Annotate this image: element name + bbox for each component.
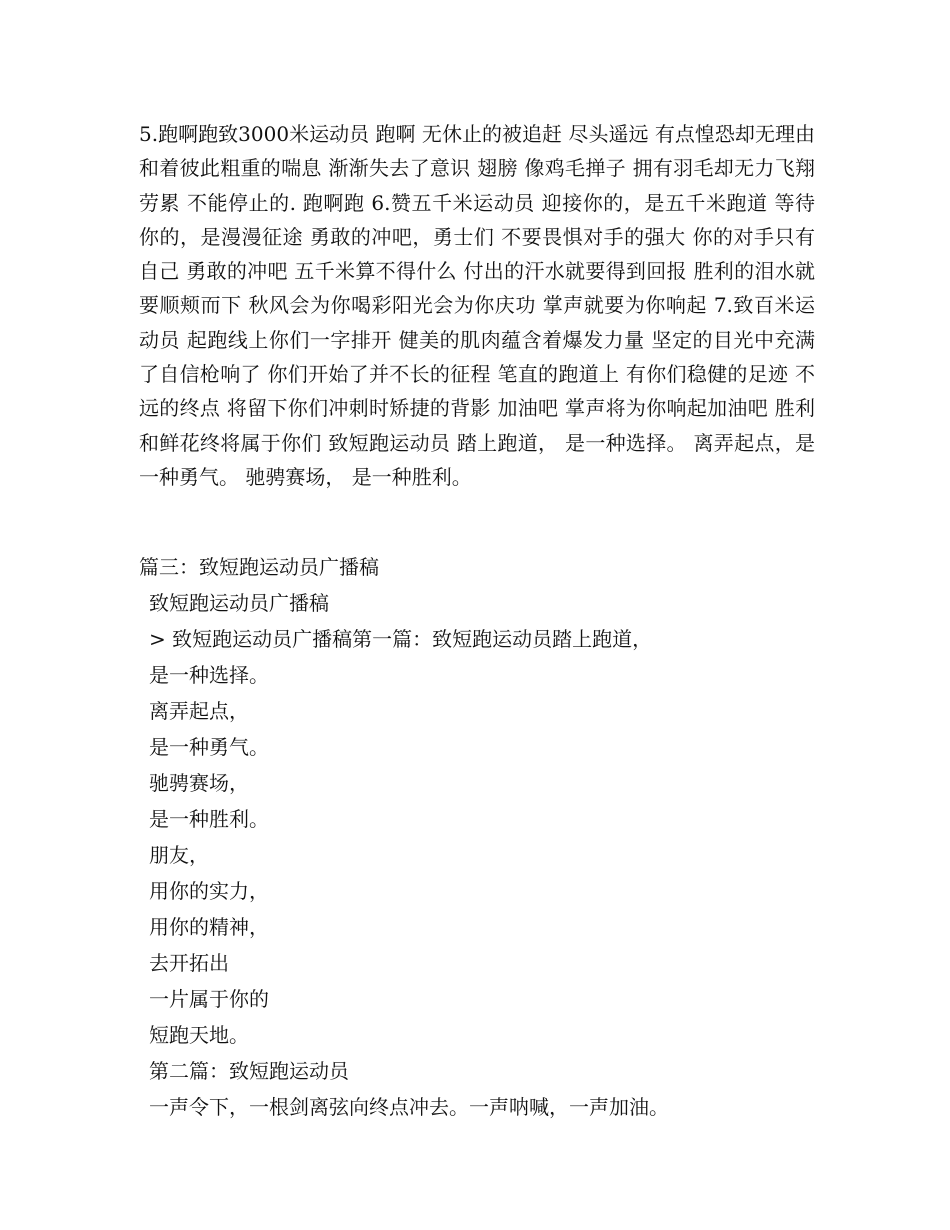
text-line: > 致短跑运动员广播稿第一篇：致短跑运动员踏上跑道，: [149, 627, 653, 651]
text-line: 去开拓出: [149, 951, 229, 975]
text-line: 一片属于你的: [149, 987, 269, 1011]
text-line: 离弄起点，: [149, 699, 249, 723]
text-line: 朋友，: [149, 843, 209, 867]
line-list: [139, 549, 669, 1125]
text-line: 驰骋赛场，: [149, 771, 249, 795]
subsection-heading: 第二篇：致短跑运动员: [149, 1059, 349, 1083]
article-title: 致短跑运动员广播稿: [149, 591, 329, 615]
text-line: 用你的精神，: [149, 915, 269, 939]
text-line: 用你的实力，: [149, 879, 269, 903]
body-paragraph: 5.跑啊跑致3000米运动员 跑啊 无休止的被追赶 尽头遥远 有点惶恐却无理由和着彼此粗重的喘息 渐渐失去了意识 翅膀 像鸡毛掸子 拥有羽毛却无力飞翔 劳累 不能停止的. 跑啊跑 6.赞五千米运动员 迎接你的，是五千米跑道 等待你的，是漫漫征途 勇敢的冲吧，勇士们 不要畏惧对手的强大 你的对手只有自己 勇敢的冲吧 五千米算不得什么 付出的汗水就要得到回报 胜利的泪水就要顺颊而下 秋风会为你喝彩阳光会为你庆功 掌声就要为你响起 7.致百米运动员 起跑线上你们一字排开 健美的肌肉蕴含着爆发力量 坚定的目光中充满了自信枪响了 你们开始了并不长的征程 笔直的跑道上 有你们稳健的足迹 不远的终点 将留下你们冲刺时矫捷的背影 加油吧 掌声将为你响起加油吧 胜利和鲜花终将属于你们 致短跑运动员 踏上跑道， 是一种选择。 离弄起点，是一种勇气。 驰骋赛场， 是一种胜利。: [139, 122, 815, 489]
section-heading: 篇三：致短跑运动员广播稿: [139, 555, 379, 579]
text-line: 是一种勇气。: [149, 735, 269, 759]
text-line: 是一种选择。: [149, 663, 269, 687]
text-line: 是一种胜利。: [149, 807, 269, 831]
text-line: 短跑天地。: [149, 1023, 249, 1047]
text-line: 一声令下，一根剑离弦向终点冲去。一声呐喊，一声加油。: [149, 1095, 669, 1119]
